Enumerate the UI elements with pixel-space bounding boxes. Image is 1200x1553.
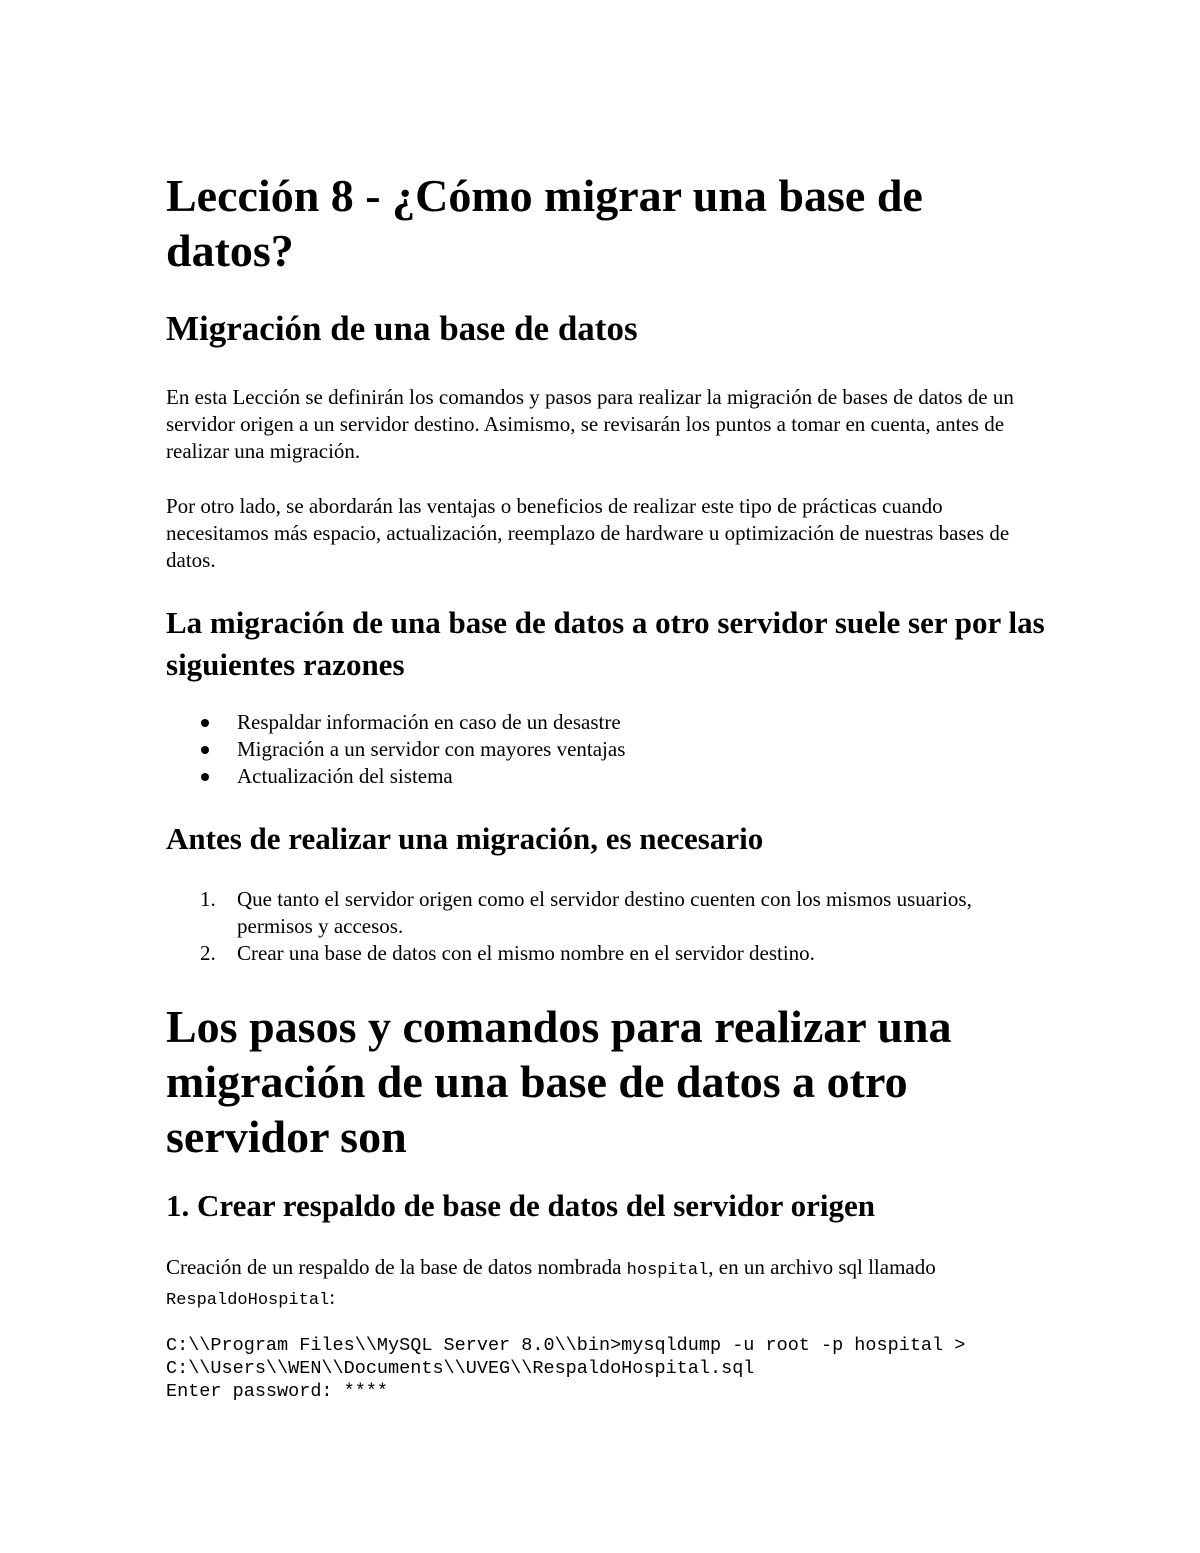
- intro-paragraph: En esta Lección se definirán los comandos y pasos para realizar la migración de bases de datos de un servidor origen a un servidor destino. Asimismo, se revisarán los puntos a tomar en cuenta, antes de realizar una migración.: [166, 385, 1014, 463]
- bullet-icon: [201, 773, 209, 781]
- code-line: C:\\Program Files\\MySQL Server 8.0\\bin>mysqldump -u root -p hospital >: [166, 1335, 966, 1356]
- code-line: C:\\Users\\WEN\\Documents\\UVEG\\RespaldoHospital.sql: [166, 1358, 755, 1379]
- before-heading: Antes de realizar una migración, es necesario: [166, 821, 764, 856]
- db-name: hospital: [626, 1261, 709, 1280]
- step1-heading: 1. Crear respaldo de base de datos del servidor origen: [166, 1188, 875, 1223]
- list-item: Migración a un servidor con mayores ventajas: [166, 736, 1046, 763]
- steps-heading: Los pasos y comandos para realizar una migración de una base de datos a otro servidor son: [166, 1001, 952, 1162]
- bullet-icon: [201, 719, 209, 727]
- code-block: [166, 1334, 1046, 1403]
- code-line: Enter password: ****: [166, 1381, 389, 1402]
- page-title: Lección 8 - ¿Cómo migrar una base de datos?: [166, 170, 923, 276]
- before-list: [166, 886, 1046, 967]
- benefits-paragraph: Por otro lado, se abordarán las ventajas o beneficios de realizar este tipo de prácticas cuando necesitamos más espacio, actualización, reemplazo de hardware u optimización de nuestras bases de datos.: [166, 494, 1010, 572]
- list-item: 2. Crear una base de datos con el mismo nombre en el servidor destino.: [200, 941, 815, 965]
- reasons-list: [166, 709, 1046, 790]
- list-item: Actualización del sistema: [166, 763, 1046, 790]
- section-heading-migracion: Migración de una base de datos: [166, 309, 638, 348]
- step1-intro: Creación de un respaldo de la base de datos nombrada hospital, en un archivo sql llamado RespaldoHospital:: [166, 1255, 936, 1310]
- list-item: Respaldar información en caso de un desastre: [166, 709, 1046, 736]
- list-item: 1. Que tanto el servidor origen como el servidor destino cuenten con los mismos usuarios, permisos y accesos.: [200, 887, 972, 938]
- bullet-icon: [201, 746, 209, 754]
- reasons-heading: La migración de una base de datos a otro servidor suele ser por las siguientes razones: [166, 605, 1045, 682]
- file-name: RespaldoHospital: [166, 1291, 330, 1310]
